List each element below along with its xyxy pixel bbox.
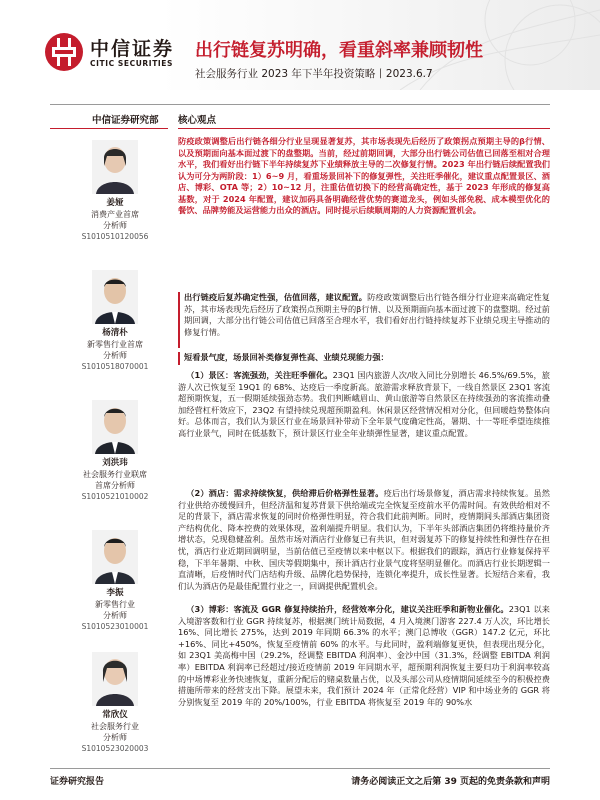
footer-label: 证券研究报告 [50, 777, 105, 787]
core-summary: 防疫政策调整后出行链各细分行业呈现显著复苏，其市场表现先后经历了政策拐点预期主导的β行情、以及预期面向基本面过渡下的盘整期。当前，经过前期回调，大部分出行链公司估值已回落至相对合理水平，我们看好出行链下半年持续复苏下业绩释放主导的二次修复行情。2023 年出行链后续配置我们认为可分为两阶段：1）6~9 月，看重场景回补下的修复弹性，关注旺季催化，建议重点配置景区、酒店、博彩、OTA 等；2）10~12 月，注重估值切换下的经营高确定性，基于 2023 年形成的修复高基数，对于 2024 年配置，建议加码具备明确经营优势的赛道龙头，例如头部免税、成本模型优化的餐饮、品牌势能及运营能力出众的酒店。同时提示后续顺周期的人力资源配置机会。 [178, 136, 550, 215]
analyst-name: 李振 [106, 588, 124, 598]
analyst-card [60, 270, 170, 372]
analyst-card [60, 140, 170, 242]
paragraph-hotel-body: 疫后出行场景修复，酒店需求持续恢复。虽然行业供给亦缓慢回升，但经济温和复苏背景下供给端或完全恢复至疫前水平仍需时间。有效供给相对不足的背景下，酒店需求恢复的同时价格弹性明显，符合我们此前判断。同时，疫情期间头部酒店集团资产结构优化、降本控费的效果体现，盈利端提升明显。我们认为，下半年头部酒店集团仍将维持量价齐增状态，兑现稳健盈利。虽然市场对酒店行业修复已有共识，但对弱复苏下的修复持续性和弹性存在担忧，酒店行业近期回调明显，当前估值已至疫情以来中枢以下。根据我们的跟踪，酒店行业修复保持平稳，下半年暑期、中秋、国庆等假期集中，预计酒店行业景气度将坚明显催化。而酒店行业长期逻辑一直清晰，后疫情时代门店结构升级、品牌化趋势保持，连锁化率提升，成长性显著。长短结合来看，我们认为酒店仍是最佳配置行业之一，回调提供配置机会。 [178, 488, 550, 591]
analyst-role: 首席分析师 [95, 481, 135, 490]
analyst-role: 社会服务行业联席 [83, 470, 147, 479]
report-title: 出行链复苏明确，看重斜率兼顾韧性 [195, 40, 483, 61]
key-point-1 [178, 292, 550, 348]
section-title: 核心观点 [178, 115, 217, 126]
paragraph-scenic-lead: （1）景区：客流强劲，关注旺季催化。 [186, 370, 333, 380]
analyst-license: S1010510120056 [81, 232, 149, 241]
analyst-role: 新零售行业首席 [87, 340, 143, 349]
analyst-role: 分析师 [103, 351, 127, 360]
paragraph-gaming-lead: （3）博彩：客流及 GGR 修复持续抬升，经营效率分化，建议关注旺季和新物业催化。 [186, 604, 509, 614]
report-subtitle: 社会服务行业 2023 年下半年投资策略丨2023.6.7 [195, 68, 433, 80]
analyst-name: 常欣仪 [102, 710, 128, 720]
paragraph-scenic-body: 23Q1 国内旅游人次/收入同比分别增长 46.5%/69.5%，旅游人次已恢复至 19Q1 的 68%、达疫后一季度新高。旅游需求释放背景下，一线自然景区 23Q1 客流超预期恢复，五一假期延续强劲态势。我们判断峨眉山、黄山旅游等自然景区在持续强劲的客流推动叠加经营杠杆效应下，23Q2 有望持续兑现超预期盈利。休闲景区经营情况相对分化，但回暖趋势整体向好。总体而言，我们认为景区行业在场景回补带动下全年景气度确定性高，暑期、十一等旺季望连续推高行业景气，同时在低基数下，预计景区行业全年业绩弹性显著，建议重点配置。 [178, 370, 550, 438]
key-point-1-body: 防疫政策调整后出行链各细分行业迎来高确定性复苏，其市场表现先后经历了政策拐点预期主导的β行情、以及预期面向基本面过渡下的盘整期。经过前期回调，大部分出行链公司估值已回落至合理水平，我们看好出行链持续复苏下业绩兑现主导推动的修复行情。 [184, 292, 550, 337]
logo-text-cn: 中信证券 [90, 38, 175, 60]
top-divider [50, 104, 550, 105]
paragraph-hotel [178, 488, 550, 600]
analyst-card [60, 652, 170, 754]
analyst-name: 姜娅 [106, 198, 124, 208]
logo-text-en: CITIC SECURITIES [90, 59, 174, 68]
analyst-card [60, 530, 170, 632]
analyst-role: 分析师 [103, 733, 127, 742]
analyst-license: S1010521010002 [81, 492, 149, 501]
avatar [92, 530, 138, 584]
key-point-2 [178, 352, 550, 365]
section-divider [178, 128, 550, 129]
analyst-role: 分析师 [103, 611, 127, 620]
citic-logo [44, 28, 184, 78]
paragraph-scenic [178, 370, 550, 484]
analyst-role: 新零售行业 [95, 600, 135, 609]
paragraph-hotel-lead: （2）酒店：需求持续恢复，供给滞后价格弹性显著。 [186, 488, 384, 498]
analyst-name: 杨清朴 [102, 328, 128, 338]
footer-disclaimer: 请务必阅读正文之后第 39 页起的免责条款和声明 [351, 777, 550, 787]
analyst-name: 刘洪玮 [102, 458, 128, 468]
key-point-2-lead: 短看景气度，场景回补类修复弹性高、业绩兑现能力强： [184, 352, 389, 362]
key-point-1-lead: 出行链疫后复苏确定性强，估值回落，建议配置。 [184, 292, 368, 302]
avatar [92, 140, 138, 194]
analyst-role: 分析师 [103, 221, 127, 230]
avatar [92, 652, 138, 706]
avatar [92, 270, 138, 324]
avatar [92, 400, 138, 454]
analyst-license: S1010523010001 [81, 622, 149, 631]
paragraph-gaming-body: 23Q1 以来入境游客数和行业 GGR 持续复苏，根据澳门统计局数据，4 月入境澳门游客 227.4 万人次，环比增长 16%、同比增长 275%，达到 2019 年同期 66.3% 的水平；澳门总博收（GGR）147.2 亿元，环比+16%、同比+450%，恢复至疫情前 60% 的水平。与此同时，盈利端修复更快，但表现出现分化，如 23Q1 美高梅中国（29.2%，经调整 EBITDA 利润率）、金沙中国（31.3%，经调整 EBITDA 利润率）EBITDA 利润率已经超过/接近疫情前 2019 年同期水平，超预期利润恢复主要归功于利润率较高的中场博彩业务快速恢复，重新分配后的赌桌数量占优，以及头部公司从疫情期间延续至今的积极控费措施所带来的经营支出下降。展望未来，我们预计 2024 年（正常化经营）VIP 和中场业务的 GGR 将分别恢复至 2019 年的 20%/100%，行业 EBITDA 将恢复至 2019 年的 90%水 [178, 604, 550, 707]
analyst-license: S1010523020003 [81, 744, 149, 753]
sidebar-divider [50, 128, 168, 129]
sidebar-title: 中信证券研究部 [92, 115, 159, 126]
citic-logo-mark-icon [44, 32, 84, 72]
paragraph-gaming [178, 604, 550, 764]
analyst-license: S1010518070001 [81, 362, 149, 371]
analyst-card [60, 400, 170, 502]
analyst-role: 社会服务行业 [91, 722, 139, 731]
footer-divider [50, 768, 550, 769]
analyst-role: 消费产业首席 [91, 210, 139, 219]
